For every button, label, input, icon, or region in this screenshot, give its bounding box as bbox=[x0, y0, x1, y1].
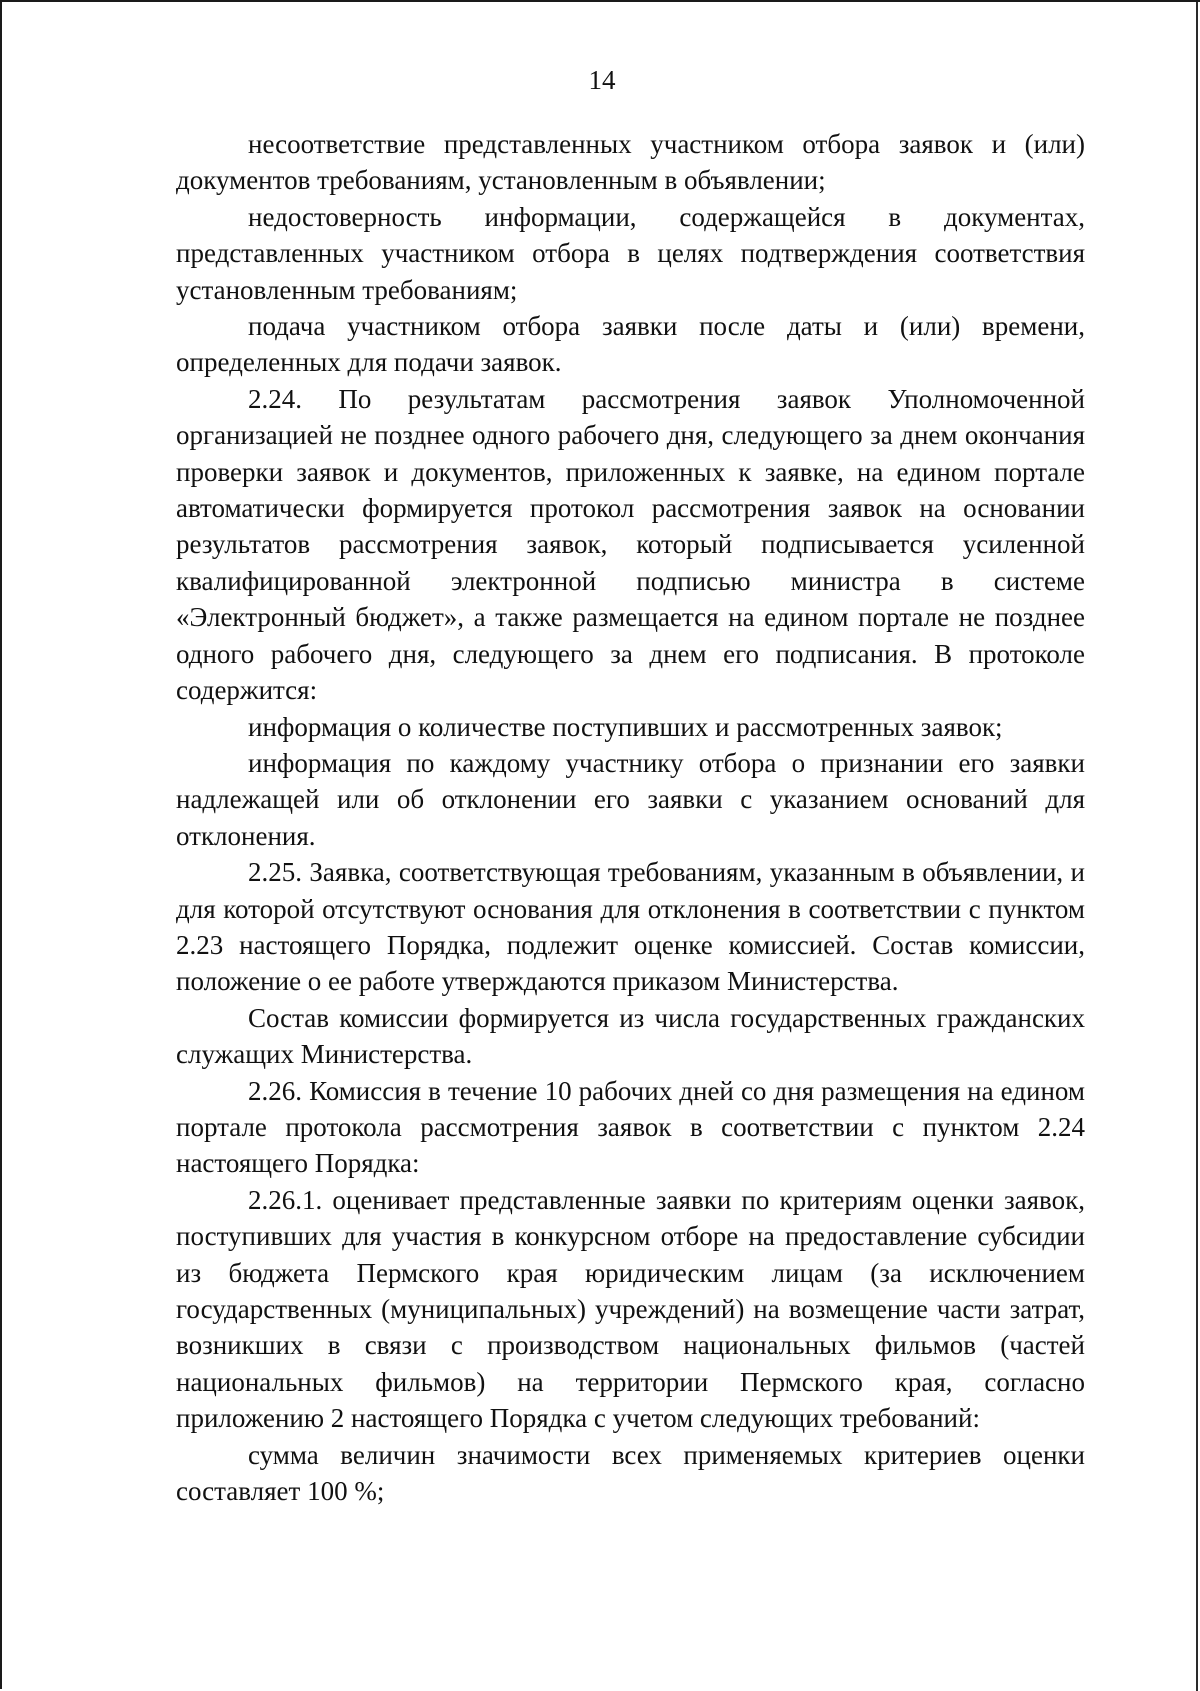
paragraph-2-25: 2.25. Заявка, соответствующая требованиям, указанным в объявлении, и для которой отсутствуют основания для отклонения в соответствии с пунктом 2.23 настоящего Порядка, подлежит оценке комиссией. Состав комиссии, положение о ее работе утверждаются приказом Министерства. bbox=[176, 857, 1085, 997]
paragraph-2-26: 2.26. Комиссия в течение 10 рабочих дней со дня размещения на едином портале протокола рассмотрения заявок в соответствии с пунктом 2.24 настоящего Порядка: bbox=[176, 1075, 1085, 1179]
paragraph-participant-info: информация по каждому участнику отбора о признании его заявки надлежащей или об отклонении его заявки с указанием оснований для отклонения. bbox=[176, 747, 1085, 851]
paragraph-count-info: информация о количестве поступивших и рассмотренных заявок; bbox=[248, 711, 1003, 742]
document-body bbox=[176, 126, 1085, 1509]
page-number: 14 bbox=[588, 65, 616, 95]
paragraph-2-26-1: 2.26.1. оценивает представленные заявки по критериям оценки заявок, поступивших для участия в конкурсном отборе на предоставление субсидии из бюджета Пермского края юридическим лицам (за исключением государственных (муниципальных) учреждений) на возмещение части затрат, возникших в связи с производством национальных фильмов (частей национальных фильмов) на территории Пермского края, согласно приложению 2 настоящего Порядка с учетом следующих требований: bbox=[176, 1184, 1085, 1434]
paragraph-2-24: 2.24. По результатам рассмотрения заявок Уполномоченной организацией не позднее одного рабочего дня, следующего за днем окончания проверки заявок и документов, приложенных к заявке, на едином портале автоматически формируется протокол рассмотрения заявок на основании результатов рассмотрения заявок, который подписывается усиленной квалифицированной электронной подписью министра в системе «Электронный бюджет», а также размещается на едином портале не позднее одного рабочего дня, следующего за днем его подписания. В протоколе содержится: bbox=[176, 383, 1085, 706]
paragraph-commission-composition: Состав комиссии формируется из числа государственных гражданских служащих Министерства. bbox=[176, 1002, 1085, 1070]
paragraph-inaccuracy: недостоверность информации, содержащейся в документах, представленных участником отбора в целях подтверждения соответствия установленным требованиям; bbox=[176, 201, 1085, 305]
page-edge bbox=[1196, 2, 1198, 1691]
paragraph-mismatch: несоответствие представленных участником отбора заявок и (или) документов требованиям, установленным в объявлении; bbox=[176, 129, 1085, 196]
paragraph-late-submission: подача участником отбора заявки после даты и (или) времени, определенных для подачи заявок. bbox=[176, 311, 1085, 378]
paragraph-criteria-sum: сумма величин значимости всех применяемых критериев оценки составляет 100 %; bbox=[176, 1439, 1085, 1507]
